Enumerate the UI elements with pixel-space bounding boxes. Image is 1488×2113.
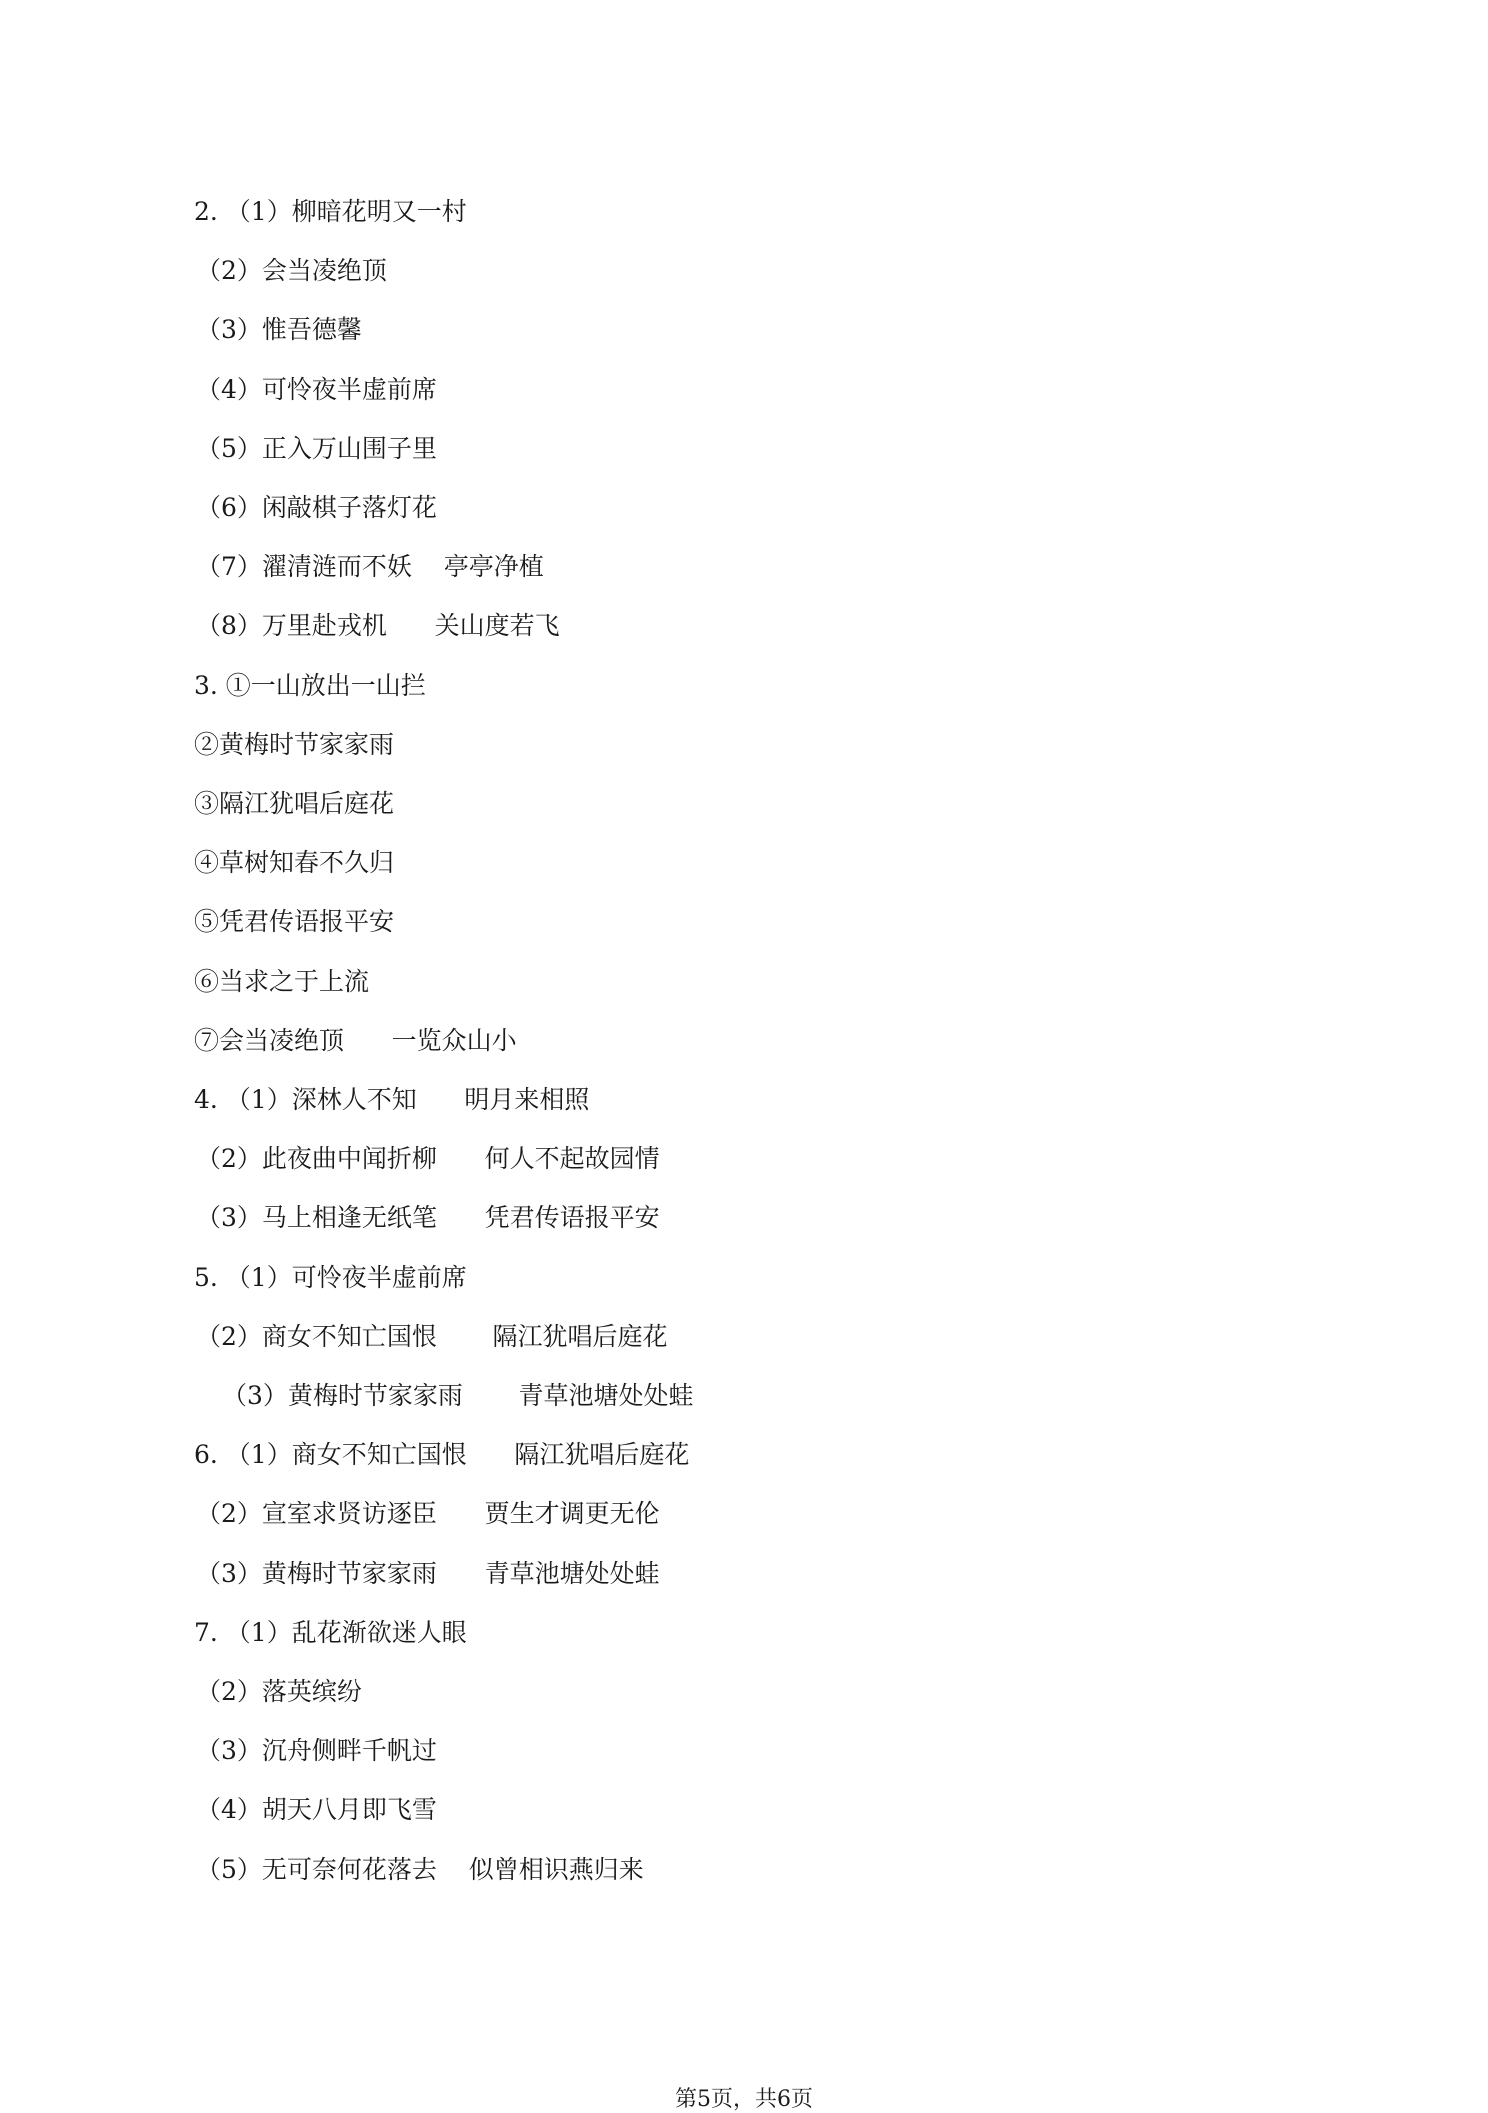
question-answer-line: 6. （1）商女不知亡国恨 隔江犹唱后庭花	[194, 1440, 690, 1470]
answer-line: （2）宣室求贤访逐臣 贾生才调更无伦	[196, 1499, 660, 1529]
answer-line: ②黄梅时节家家雨	[194, 729, 395, 759]
answer-line: （6）闲敲棋子落灯花	[196, 493, 437, 522]
answer-line: （2）商女不知亡国恨 隔江犹唱后庭花	[196, 1321, 668, 1351]
answer-line: （3）黄梅时节家家雨 青草池塘处处蛙	[222, 1381, 694, 1410]
question-answer-line: 5. （1）可怜夜半虚前席	[194, 1262, 467, 1292]
question-answer-line: 3. ①一山放出一山拦	[194, 670, 426, 700]
answer-line: （3）惟吾德馨	[196, 315, 362, 345]
answer-line: ⑤凭君传语报平安	[194, 907, 395, 937]
answer-line: ⑥当求之于上流	[194, 966, 370, 996]
answer-line: （5）无可奈何花落去 似曾相识燕归来	[196, 1854, 644, 1884]
answer-line: ④草树知春不久归	[194, 848, 395, 878]
answer-line: ⑦会当凌绝顶 一览众山小	[194, 1025, 517, 1055]
answer-line: （2）此夜曲中闻折柳 何人不起故园情	[196, 1144, 660, 1174]
answer-line: （8）万里赴戎机 关山度若飞	[196, 611, 560, 641]
question-answer-line: 2. （1）柳暗花明又一村	[194, 197, 467, 226]
question-answer-line: 7. （1）乱花渐欲迷人眼	[194, 1617, 467, 1647]
answer-line: （3）沉舟侧畔千帆过	[196, 1736, 437, 1766]
answer-line: （4）可怜夜半虚前席	[196, 374, 437, 404]
question-answer-line: 4. （1）深林人不知 明月来相照	[194, 1085, 590, 1114]
answer-line: （4）胡天八月即飞雪	[196, 1795, 437, 1825]
answer-line: （2）会当凌绝顶	[196, 256, 387, 286]
answer-line: （7）濯清涟而不妖 亭亭净植	[196, 552, 544, 582]
answer-line: （5）正入万山围子里	[196, 433, 437, 463]
answer-line: （3）黄梅时节家家雨 青草池塘处处蛙	[196, 1558, 660, 1588]
answer-line: （3）马上相逢无纸笔 凭君传语报平安	[196, 1203, 660, 1233]
page-footer: 第5页，共6页	[675, 2087, 813, 2112]
answer-line: （2）落英缤纷	[196, 1677, 362, 1706]
answer-line: ③隔江犹唱后庭花	[194, 789, 395, 818]
